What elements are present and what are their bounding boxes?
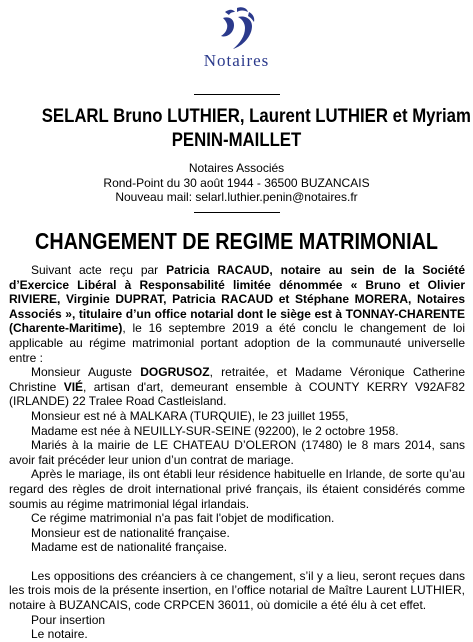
firm-title: Notaires Associés	[188, 161, 285, 175]
paragraph-nationality-husband: Monsieur est de nationalité française.	[31, 525, 230, 540]
closing-insertion: Pour insertion	[31, 612, 106, 627]
firm-name-line2: PENIN-MAILLET	[171, 129, 302, 151]
paragraph-nationality-wife: Madame est de nationalité française.	[31, 540, 228, 555]
paragraph-no-modification: Ce régime matrimonial n'a pas fait l'objet de modification.	[31, 511, 335, 526]
deed-details: , le 16 septembre 2019 a été conclu le changement de loi applicable au régime matrimonial portant adoption de la communauté universelle entre :	[9, 321, 465, 365]
middle-divider	[194, 212, 280, 213]
firm-email: Nouveau mail: selarl.luthier.penin@notaires.fr	[115, 190, 358, 204]
firm-address: Rond-Point du 30 août 1944 - 36500 BUZANCAIS	[103, 175, 370, 190]
spouse2-label: , retraitée, et Madame Véronique Catherine Christine	[9, 365, 465, 394]
deed-intro: Suivant acte reçu par	[31, 263, 167, 277]
notaires-emblem-icon	[215, 6, 259, 52]
paragraph-birth-wife: Madame est née à NEUILLY-SUR-SEINE (92200), le 2 octobre 1958.	[31, 423, 399, 438]
notice-body	[9, 263, 465, 642]
paragraph-birth-husband: Monsieur est né à MALKARA (TURQUIE), le 23 juillet 1955,	[31, 408, 349, 423]
spouse1-label: Monsieur Auguste	[31, 365, 141, 380]
firm-name-line1: SELARL Bruno LUTHIER, Laurent LUTHIER et Myriam	[41, 105, 471, 127]
deed-notary: Patricia RACAUD, notaire au sein de la Société d’Exercice Libéral à Responsabilité limitée dénommée « Bruno et Olivier RIVIERE, Virginie DUPRAT, Patricia RACAUD et Stéphane MORERA, Notaires Associés », titulaire d’un office notarial dont le siège est à TONNAY-CHARENTE (Charente-Maritime)	[9, 263, 466, 336]
spouse1-surname: DOGRUSOZ	[140, 365, 210, 380]
logo-text: Notaires	[203, 51, 270, 70]
paragraph-spouses	[9, 365, 465, 409]
firm-contact	[0, 161, 473, 205]
notice-headline: CHANGEMENT DE REGIME MATRIMONIAL	[35, 228, 438, 254]
spouse2-surname: VIÉ	[63, 379, 84, 394]
spouses-address: , artisan d'art, demeurant ensemble à COUNTY KERRY V92AF82 (IRLANDE) 22 Tralee Road Castleisland.	[9, 379, 465, 409]
paragraph-marriage: Mariés à la mairie de LE CHATEAU D’OLERON (17480) le 8 mars 2014, sans avoir fait précéder leur union d’un contrat de mariage.	[9, 438, 465, 467]
top-divider	[194, 94, 280, 95]
paragraph-residence: Après le mariage, ils ont établi leur résidence habituelle en Irlande, de sorte qu’au regard des règles de droit international privé français, ils étaient considérés comme soumis au régime matrimonial légal irlandais.	[9, 467, 465, 511]
notaires-logo	[0, 6, 473, 71]
paragraph-oppositions: Les oppositions des créanciers à ce changement, s’il y a lieu, seront reçues dans les trois mois de la présente insertion, en l’office notarial de Maître Laurent LUTHIER, notaire à BUZANCAIS, code CRPCEN 36011, où domicile a été élu à cet effet.	[9, 568, 465, 613]
paragraph-deed	[9, 263, 465, 365]
spacer	[9, 555, 465, 569]
firm-name	[41, 104, 471, 152]
closing-signature: Le notaire.	[31, 627, 88, 642]
